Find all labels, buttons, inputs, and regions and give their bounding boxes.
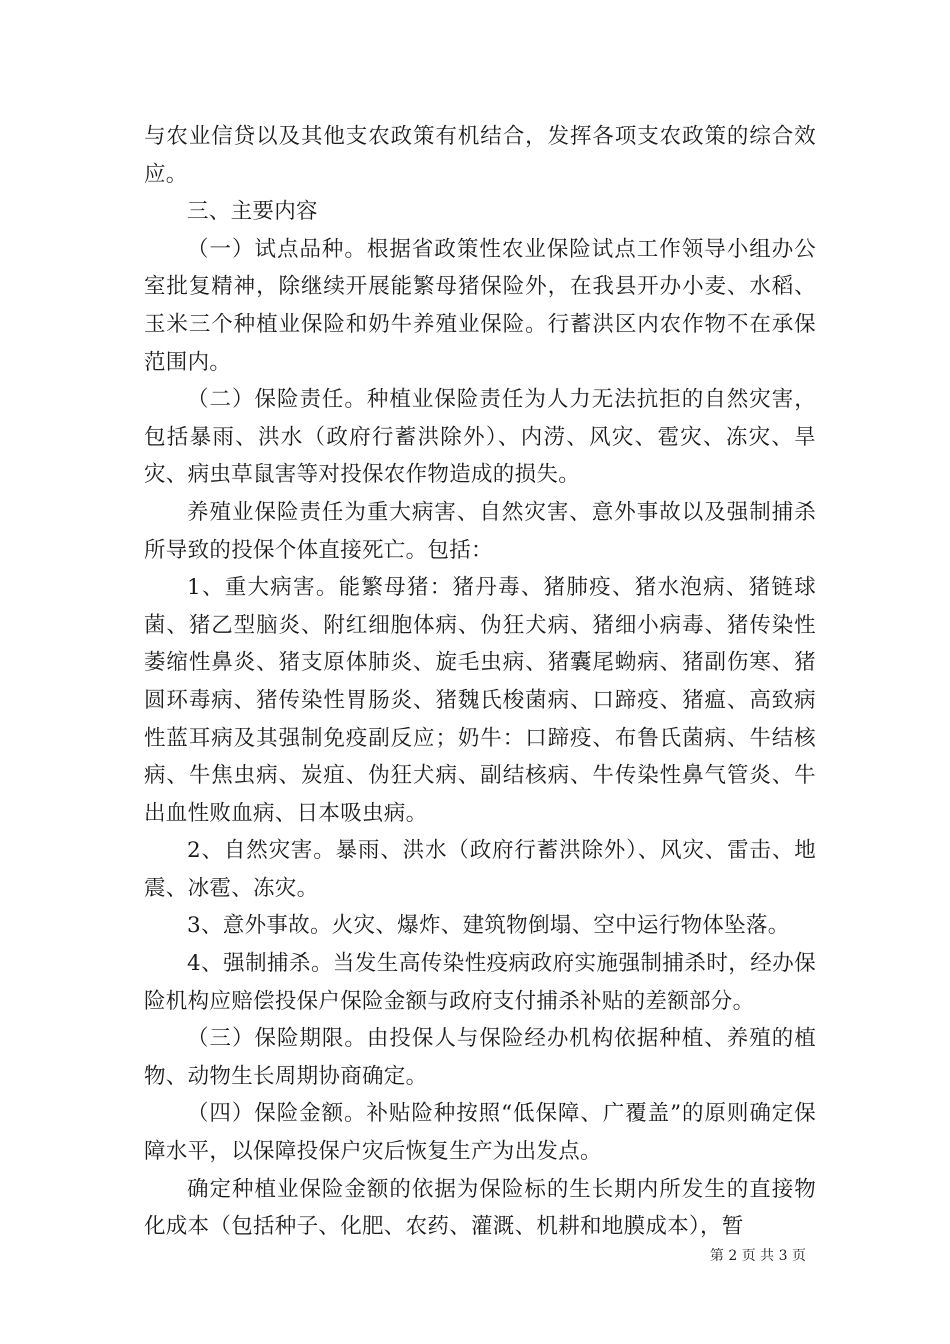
paragraph: （四）保险金额。补贴险种按照“低保障、广覆盖”的原则确定保障水平，以保障投保户灾后恢复生产为出发点。 [144,1101,816,1165]
page-number-footer: 第 2 页 共 3 页 [709,1248,806,1264]
section-heading: 三、主要内容 [187,199,318,225]
paragraph: 与农业信贷以及其他支农政策有机结合，发挥各项支农政策的综合效应。 [144,124,816,187]
paragraph: 2、自然灾害。暴雨、洪水（政府行蓄洪除外）、风灾、雷击、地震、冰雹、冻灾。 [144,838,816,901]
paragraph: 养殖业保险责任为重大病害、自然灾害、意外事故以及强制捕杀所导致的投保个体直接死亡。包括： [144,499,816,563]
document-body [144,118,816,1246]
paragraph: （三）保险期限。由投保人与保险经办机构依据种植、养殖的植物、动物生长周期协商确定。 [144,1026,816,1089]
paragraph: （二）保险责任。种植业保险责任为人力无法抗拒的自然灾害，包括暴雨、洪水（政府行蓄洪除外）、内涝、风灾、雹灾、冻灾、旱灾、病虫草鼠害等对投保农作物造成的损失。 [144,387,816,488]
paragraph: 确定种植业保险金额的依据为保险标的生长期内所发生的直接物化成本（包括种子、化肥、农药、灌溉、机耕和地膜成本），暂 [144,1176,816,1240]
paragraph: 3、意外事故。火灾、爆炸、建筑物倒塌、空中运行物体坠落。 [187,913,790,939]
paragraph: 4、强制捕杀。当发生高传染性疫病政府实施强制捕杀时，经办保险机构应赔偿投保户保险金额与政府支付捕杀补贴的差额部分。 [144,951,816,1014]
paragraph: 1、重大病害。能繁母猪：猪丹毒、猪肺疫、猪水泡病、猪链球菌、猪乙型脑炎、附红细胞体病、伪狂犬病、猪细小病毒、猪传染性萎缩性鼻炎、猪支原体肺炎、旋毛虫病、猪囊尾蚴病、猪副伤寒、猪圆环毒病、猪传染性胃肠炎、猪魏氏梭菌病、口蹄疫、猪瘟、高致病性蓝耳病及其强制免疫副反应；奶牛：口蹄疫、布鲁氏菌病、牛结核病、牛焦虫病、炭疽、伪狂犬病、副结核病、牛传染性鼻气管炎、牛出血性败血病、日本吸虫病。 [144,575,816,826]
paragraph: （一）试点品种。根据省政策性农业保险试点工作领导小组办公室批复精神，除继续开展能繁母猪保险外，在我县开办小麦、水稻、玉米三个种植业保险和奶牛养殖业保险。行蓄洪区内农作物不在承保范围内。 [144,236,816,375]
